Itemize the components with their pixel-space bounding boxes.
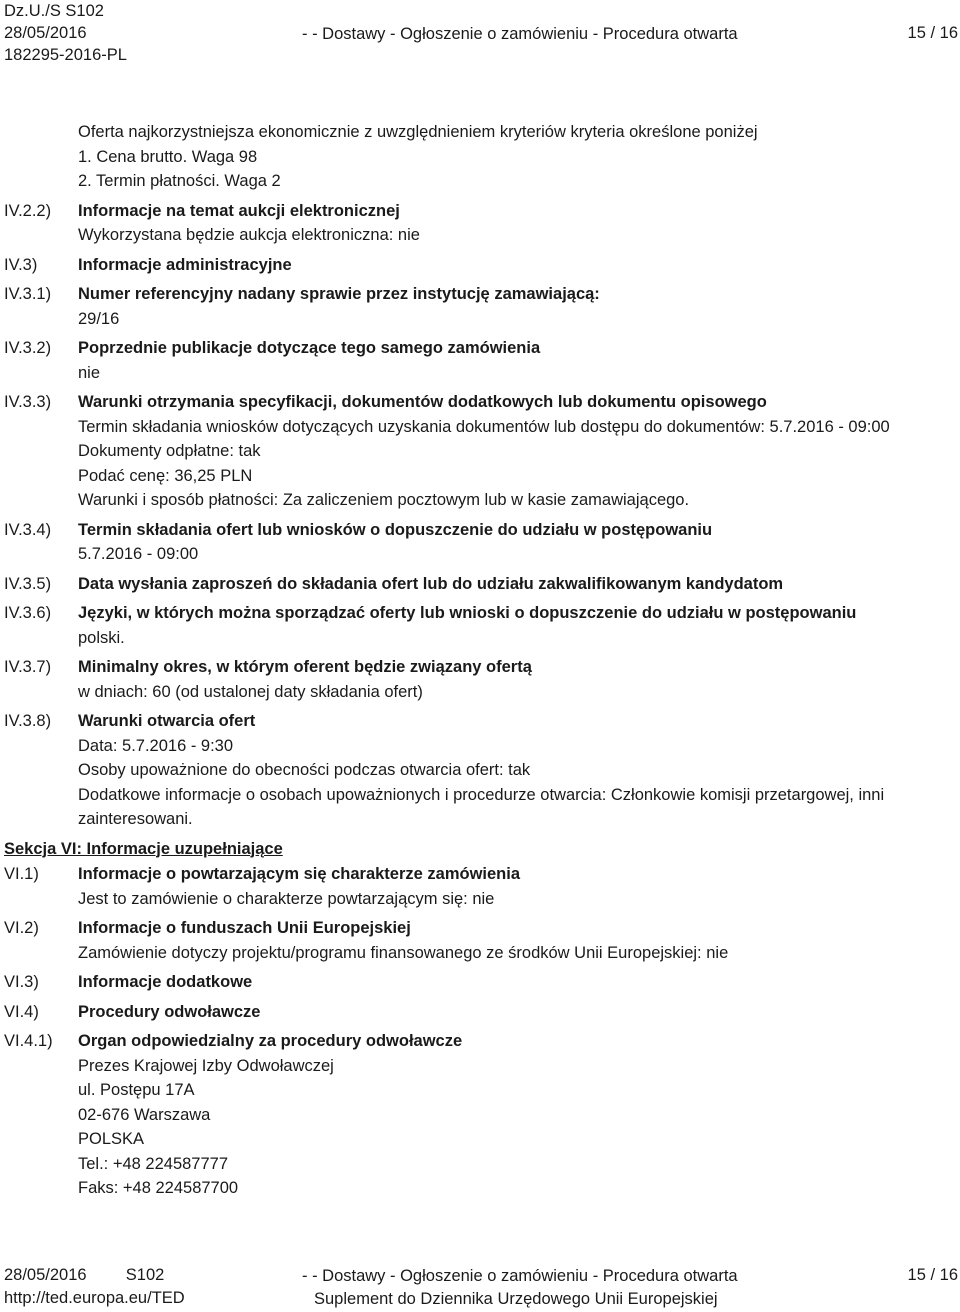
section-title: Termin składania ofert lub wniosków o dopuszczenie do udziału w postępowaniu — [78, 520, 713, 539]
section-body — [78, 655, 954, 704]
section-title: Minimalny okres, w którym oferent będzie związany ofertą — [78, 658, 532, 676]
section-body — [78, 970, 954, 995]
section-line: Osoby upoważnione do obecności podczas otwarcia ofert: tak — [78, 761, 531, 779]
section-line: nie — [78, 363, 101, 382]
notice-ref: 182295-2016-PL — [4, 46, 127, 64]
section-title: Informacje na temat aukcji elektronicznej — [78, 201, 400, 220]
section-body — [78, 862, 954, 911]
footer-title: - - Dostawy - Ogłoszenie o zamówieniu - Procedura otwarta — [302, 1267, 738, 1285]
section-line: Jest to zamówienie o charakterze powtarzającym się: nie — [78, 889, 495, 908]
section-item — [4, 253, 954, 278]
section-title: Informacje o funduszach Unii Europejskiej — [78, 919, 411, 937]
section-title: Data wysłania zaproszeń do składania ofert lub do udziału zakwalifikowanym kandydatom — [78, 574, 784, 593]
section-line: Tel.: +48 224587777 — [78, 1154, 229, 1173]
section-line: w dniach: 60 (od ustalonej daty składania ofert) — [78, 682, 423, 701]
section-number: IV.3.2) — [4, 339, 52, 357]
section-item — [4, 282, 954, 331]
section-line: Dokumenty odpłatne: tak — [78, 442, 261, 460]
section-title: Języki, w których można sporządzać oferty lub wnioski o dopuszczenie do udziału w postępowaniu — [78, 604, 857, 622]
section-item — [4, 1000, 954, 1025]
section-item — [4, 572, 954, 597]
section-item — [4, 916, 954, 965]
section-number: VI.1) — [4, 865, 39, 883]
section-number: IV.3.6) — [4, 604, 52, 622]
section-body — [78, 390, 954, 513]
section-body — [78, 916, 954, 965]
section-number: IV.3.7) — [4, 658, 52, 676]
section-item — [4, 518, 954, 567]
section-number: IV.3.1) — [4, 285, 52, 303]
section-title: Poprzednie publikacje dotyczące tego samego zamówienia — [78, 339, 541, 357]
section-line: Faks: +48 224587700 — [78, 1179, 239, 1197]
section-title: Warunki otwarcia ofert — [78, 712, 256, 730]
section-number: VI.3) — [4, 973, 39, 991]
section-item — [4, 199, 954, 248]
footer-page: 15 / 16 — [907, 1266, 958, 1284]
section-item — [4, 390, 954, 513]
section-line: Warunki i sposób płatności: Za zaliczeniem pocztowym lub w kasie zamawiającego. — [78, 491, 690, 509]
section-line: ul. Postępu 17A — [78, 1081, 195, 1099]
section-number: IV.3.8) — [4, 712, 52, 730]
section-body — [78, 601, 954, 650]
award-criteria — [4, 120, 954, 194]
section-item — [4, 970, 954, 995]
section-line: 29/16 — [78, 309, 120, 328]
section-line: Dodatkowe informacje o osobach upoważnionych i procedurze otwarcia: Członkowie komisji przetargowej, inni zainteresowani. — [78, 785, 885, 828]
document-body — [4, 120, 954, 1206]
section-body — [78, 199, 954, 248]
section-title: Procedury odwoławcze — [78, 1002, 261, 1021]
section-title: Organ odpowiedzialny za procedury odwoławcze — [78, 1032, 463, 1050]
section-body — [78, 336, 954, 385]
section-vi-heading: Sekcja VI: Informacje uzupełniające — [4, 839, 283, 858]
section-number: IV.3.3) — [4, 393, 52, 411]
section-iv-list — [4, 199, 954, 832]
section-number: IV.3.4) — [4, 520, 52, 539]
section-line: POLSKA — [78, 1130, 145, 1148]
footer-url[interactable]: http://ted.europa.eu/TED — [4, 1289, 185, 1307]
section-number: IV.3.5) — [4, 574, 52, 593]
section-item — [4, 601, 954, 650]
section-line: Zamówienie dotyczy projektu/programu finansowanego ze środków Unii Europejskiej: nie — [78, 943, 729, 962]
section-line: polski. — [78, 628, 125, 647]
section-line: Podać cenę: 36,25 PLN — [78, 466, 253, 485]
criteria-line: 1. Cena brutto. Waga 98 — [78, 147, 258, 166]
section-line: 02-676 Warszawa — [78, 1105, 211, 1124]
section-body — [78, 1000, 954, 1025]
section-title: Informacje administracyjne — [78, 255, 292, 274]
section-number: VI.4.1) — [4, 1032, 53, 1050]
section-title: Informacje o powtarzającym się charakterze zamówienia — [78, 865, 521, 883]
section-title: Warunki otrzymania specyfikacji, dokumentów dodatkowych lub dokumentu opisowego — [78, 393, 767, 411]
section-number: IV.3) — [4, 255, 38, 274]
section-item — [4, 709, 954, 832]
section-body — [78, 282, 954, 331]
journal-ref: Dz.U./S S102 — [4, 2, 104, 20]
section-vi-list — [4, 862, 954, 1201]
section-body — [78, 1029, 954, 1201]
section-title: Informacje dodatkowe — [78, 973, 253, 991]
section-item — [4, 862, 954, 911]
section-body — [78, 709, 954, 832]
section-body — [78, 572, 954, 597]
footer-journal: S102 — [125, 1266, 165, 1284]
section-item — [4, 655, 954, 704]
criteria-line: Oferta najkorzystniejsza ekonomicznie z uwzględnieniem kryteriów kryteria określone poniżej — [78, 123, 758, 141]
section-item — [4, 1029, 954, 1201]
section-number: VI.2) — [4, 919, 39, 937]
footer-date: 28/05/2016 — [4, 1266, 87, 1284]
section-body — [78, 253, 954, 278]
section-line: Prezes Krajowej Izby Odwoławczej — [78, 1056, 334, 1075]
section-line: 5.7.2016 - 09:00 — [78, 545, 199, 563]
section-line: Wykorzystana będzie aukcja elektroniczna: nie — [78, 226, 420, 244]
footer-supplement: Suplement do Dziennika Urzędowego Unii Europejskiej — [314, 1290, 718, 1308]
section-body — [78, 518, 954, 567]
header-title: - - Dostawy - Ogłoszenie o zamówieniu - Procedura otwarta — [302, 25, 738, 43]
section-number: IV.2.2) — [4, 201, 52, 220]
criteria-line: 2. Termin płatności. Waga 2 — [78, 172, 281, 190]
section-number: VI.4) — [4, 1002, 39, 1021]
page-footer — [4, 1264, 958, 1310]
page-header — [4, 0, 958, 66]
section-title: Numer referencyjny nadany sprawie przez instytucję zamawiającą: — [78, 285, 600, 303]
section-line: Termin składania wniosków dotyczących uzyskania dokumentów lub dostępu do dokumentów: 5.7.2016 - 09:00 — [78, 417, 890, 436]
header-date: 28/05/2016 — [4, 24, 87, 42]
section-line: Data: 5.7.2016 - 9:30 — [78, 736, 234, 755]
section-item — [4, 336, 954, 385]
header-page: 15 / 16 — [907, 24, 958, 42]
